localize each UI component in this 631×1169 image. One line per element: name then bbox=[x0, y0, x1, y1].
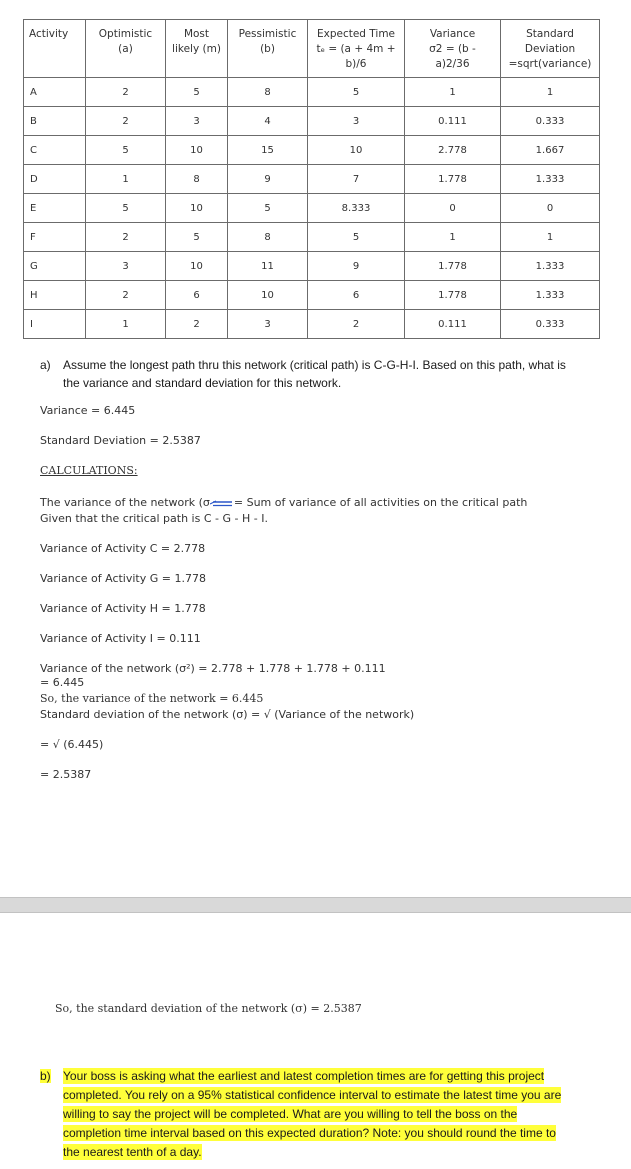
strike-mark-icon bbox=[210, 497, 234, 507]
table-row bbox=[24, 165, 600, 194]
table-row bbox=[24, 281, 600, 310]
question-b-line: completion time interval based on this expected duration? Note: you should round the time to bbox=[63, 1126, 556, 1140]
table-cell: 10 bbox=[228, 281, 308, 310]
calc-intro-line-1: The variance of the network (σ = Sum of variance of all activities on the critical path bbox=[40, 496, 528, 509]
question-b-line: Your boss is asking what the earliest and latest completion times are for getting this project bbox=[63, 1069, 545, 1083]
question-b-line: the nearest tenth of a day. bbox=[63, 1145, 202, 1159]
table-row bbox=[24, 310, 600, 339]
table-cell: 5 bbox=[308, 78, 405, 107]
table-cell: A bbox=[24, 78, 86, 107]
table-cell: 8 bbox=[166, 165, 228, 194]
table-cell: 1 bbox=[405, 223, 501, 252]
answer-std-dev: Standard Deviation = 2.5387 bbox=[40, 434, 201, 447]
table-cell: 11 bbox=[228, 252, 308, 281]
answer-variance: Variance = 6.445 bbox=[40, 404, 136, 417]
std-dev-formula: Standard deviation of the network (σ) = √ (Variance of the network) bbox=[40, 708, 415, 721]
table-cell: 5 bbox=[166, 223, 228, 252]
header-expected-time: Expected Time tₑ = (a + 4m + b)/6 bbox=[308, 20, 405, 78]
std-dev-final-statement: So, the standard deviation of the network (σ) = 2.5387 bbox=[55, 1002, 362, 1015]
table-cell: 1.333 bbox=[501, 252, 600, 281]
table-cell: 5 bbox=[228, 194, 308, 223]
table-row bbox=[24, 252, 600, 281]
question-b-line: willing to say the project will be completed. What are you willing to tell the boss on the bbox=[63, 1107, 518, 1121]
table-cell: 0.111 bbox=[405, 310, 501, 339]
table-cell: 10 bbox=[166, 136, 228, 165]
table-cell: 1.778 bbox=[405, 252, 501, 281]
table-cell: 1.333 bbox=[501, 165, 600, 194]
variance-activity-g: Variance of Activity G = 1.778 bbox=[40, 572, 206, 585]
table-cell: 5 bbox=[308, 223, 405, 252]
calc-intro-line-2: Given that the critical path is C - G - H - I. bbox=[40, 512, 268, 525]
table-cell: 3 bbox=[228, 310, 308, 339]
std-dev-result: = 2.5387 bbox=[40, 768, 92, 781]
table-cell: 1 bbox=[86, 310, 166, 339]
table-cell: 10 bbox=[308, 136, 405, 165]
variance-activity-h: Variance of Activity H = 1.778 bbox=[40, 602, 206, 615]
table-cell: 8 bbox=[228, 223, 308, 252]
question-a-label: a) bbox=[40, 358, 51, 372]
question-b-label: b) bbox=[40, 1069, 51, 1083]
table-cell: 0.111 bbox=[405, 107, 501, 136]
table-cell: 1.778 bbox=[405, 281, 501, 310]
table-cell: 3 bbox=[308, 107, 405, 136]
table-cell: 2 bbox=[86, 223, 166, 252]
table-cell: G bbox=[24, 252, 86, 281]
table-cell: 0.333 bbox=[501, 107, 600, 136]
table-row bbox=[24, 136, 600, 165]
table-cell: 1.667 bbox=[501, 136, 600, 165]
table-cell: 2 bbox=[86, 107, 166, 136]
table-header-row bbox=[24, 20, 600, 78]
table-row bbox=[24, 78, 600, 107]
table-cell: 3 bbox=[86, 252, 166, 281]
table-row bbox=[24, 223, 600, 252]
header-std-dev: Standard Deviation =sqrt(variance) bbox=[501, 20, 600, 78]
table-cell: 3 bbox=[166, 107, 228, 136]
table-cell: F bbox=[24, 223, 86, 252]
variance-activity-c: Variance of Activity C = 2.778 bbox=[40, 542, 206, 555]
table-cell: 1 bbox=[405, 78, 501, 107]
table-cell: 2.778 bbox=[405, 136, 501, 165]
table-cell: 15 bbox=[228, 136, 308, 165]
table-cell: 6 bbox=[166, 281, 228, 310]
table-cell: 10 bbox=[166, 252, 228, 281]
network-variance-statement: So, the variance of the network = 6.445 bbox=[40, 692, 264, 705]
table-cell: 8 bbox=[228, 78, 308, 107]
table-cell: E bbox=[24, 194, 86, 223]
table-cell: 5 bbox=[166, 78, 228, 107]
table-cell: 5 bbox=[86, 136, 166, 165]
table-cell: C bbox=[24, 136, 86, 165]
pert-table bbox=[23, 19, 600, 339]
table-cell: 0.333 bbox=[501, 310, 600, 339]
calculations-heading: CALCULATIONS: bbox=[40, 464, 138, 477]
table-row bbox=[24, 194, 600, 223]
table-cell: 8.333 bbox=[308, 194, 405, 223]
header-variance: Variance σ2 = (b - a)2/36 bbox=[405, 20, 501, 78]
header-activity: Activity bbox=[24, 20, 86, 78]
table-cell: 9 bbox=[308, 252, 405, 281]
table-cell: 6 bbox=[308, 281, 405, 310]
table-cell: 4 bbox=[228, 107, 308, 136]
table-cell: 1.333 bbox=[501, 281, 600, 310]
question-a-line-1: Assume the longest path thru this network (critical path) is C-G-H-I. Based on this path, what is bbox=[63, 358, 566, 372]
table-cell: 2 bbox=[86, 281, 166, 310]
network-variance-result: = 6.445 bbox=[40, 676, 85, 689]
page-break-separator bbox=[0, 897, 631, 913]
table-cell: 1 bbox=[501, 223, 600, 252]
table-cell: 2 bbox=[86, 78, 166, 107]
table-cell: D bbox=[24, 165, 86, 194]
header-pessimistic: Pessimistic (b) bbox=[228, 20, 308, 78]
header-optimistic: Optimistic (a) bbox=[86, 20, 166, 78]
table-cell: B bbox=[24, 107, 86, 136]
question-a-line-2: the variance and standard deviation for this network. bbox=[63, 376, 342, 390]
table-cell: I bbox=[24, 310, 86, 339]
table-cell: 9 bbox=[228, 165, 308, 194]
network-variance-sum: Variance of the network (σ²) = 2.778 + 1.778 + 1.778 + 0.111 bbox=[40, 662, 386, 675]
table-row bbox=[24, 107, 600, 136]
table-cell: 2 bbox=[308, 310, 405, 339]
table-cell: 7 bbox=[308, 165, 405, 194]
table-cell: 0 bbox=[405, 194, 501, 223]
table-cell: 10 bbox=[166, 194, 228, 223]
question-b-line: completed. You rely on a 95% statistical confidence interval to estimate the latest time you are bbox=[63, 1088, 562, 1102]
table-cell: 1 bbox=[86, 165, 166, 194]
table-cell: 2 bbox=[166, 310, 228, 339]
table-cell: 0 bbox=[501, 194, 600, 223]
table-cell: 5 bbox=[86, 194, 166, 223]
table-cell: 1 bbox=[501, 78, 600, 107]
table-cell: H bbox=[24, 281, 86, 310]
table-cell: 1.778 bbox=[405, 165, 501, 194]
std-dev-sqrt: = √ (6.445) bbox=[40, 738, 104, 751]
variance-activity-i: Variance of Activity I = 0.111 bbox=[40, 632, 201, 645]
header-most-likely: Most likely (m) bbox=[166, 20, 228, 78]
